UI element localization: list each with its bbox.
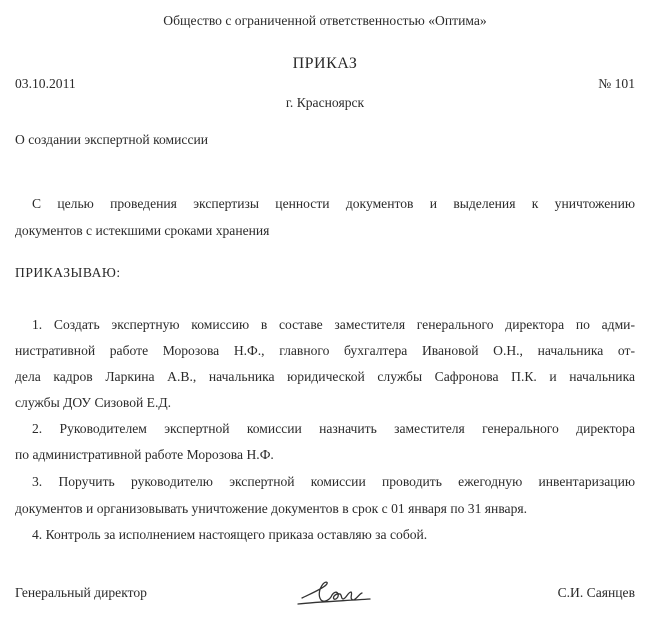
document-subject: О создании экспертной комиссии [15,132,209,147]
item-1-line-2: нистративной работе Морозова Н.Ф., главного бухгалтера Ивановой О.Н., начальника от- [15,344,635,358]
order-word: ПРИКАЗЫВАЮ: [15,265,121,280]
document-number: № 101 [598,76,635,91]
preamble-line-2: документов с истекшими сроками хранения [15,223,270,238]
handwritten-signature-icon [296,578,374,608]
item-3-line-2: документов и организовывать уничтожение документов в срок с 01 января по 31 января. [15,501,528,516]
signer-name: С.И. Саянцев [557,585,635,600]
item-4-line-1: 4. Контроль за исполнением настоящего приказа оставляю за собой. [32,527,428,542]
preamble-line-1: С целью проведения экспертизы ценности документов и выделения к уничтожению [32,197,635,211]
item-2-line-2: по административной работе Морозова Н.Ф. [15,447,274,462]
document-type: ПРИКАЗ [292,55,358,72]
item-1-line-4: службы ДОУ Сизовой Е.Д. [15,395,172,410]
item-3-line-1: 3. Поручить руководителю экспертной комиссии проводить ежегодную инвентаризацию [32,475,635,489]
signer-position: Генеральный директор [15,585,147,600]
organization-name: Общество с ограниченной ответственностью «Оптима» [163,13,487,28]
document-city: г. Красноярск [285,95,365,110]
item-2-line-1: 2. Руководителем экспертной комиссии назначить заместителя генерального директора [32,422,635,436]
document-date: 03.10.2011 [15,76,76,91]
item-1-line-1: 1. Создать экспертную комиссию в составе заместителя генерального директора по адми- [32,318,635,332]
item-1-line-3: дела кадров Ларкина А.В., начальника юридической службы Сафронова П.К. и начальника [15,370,635,384]
